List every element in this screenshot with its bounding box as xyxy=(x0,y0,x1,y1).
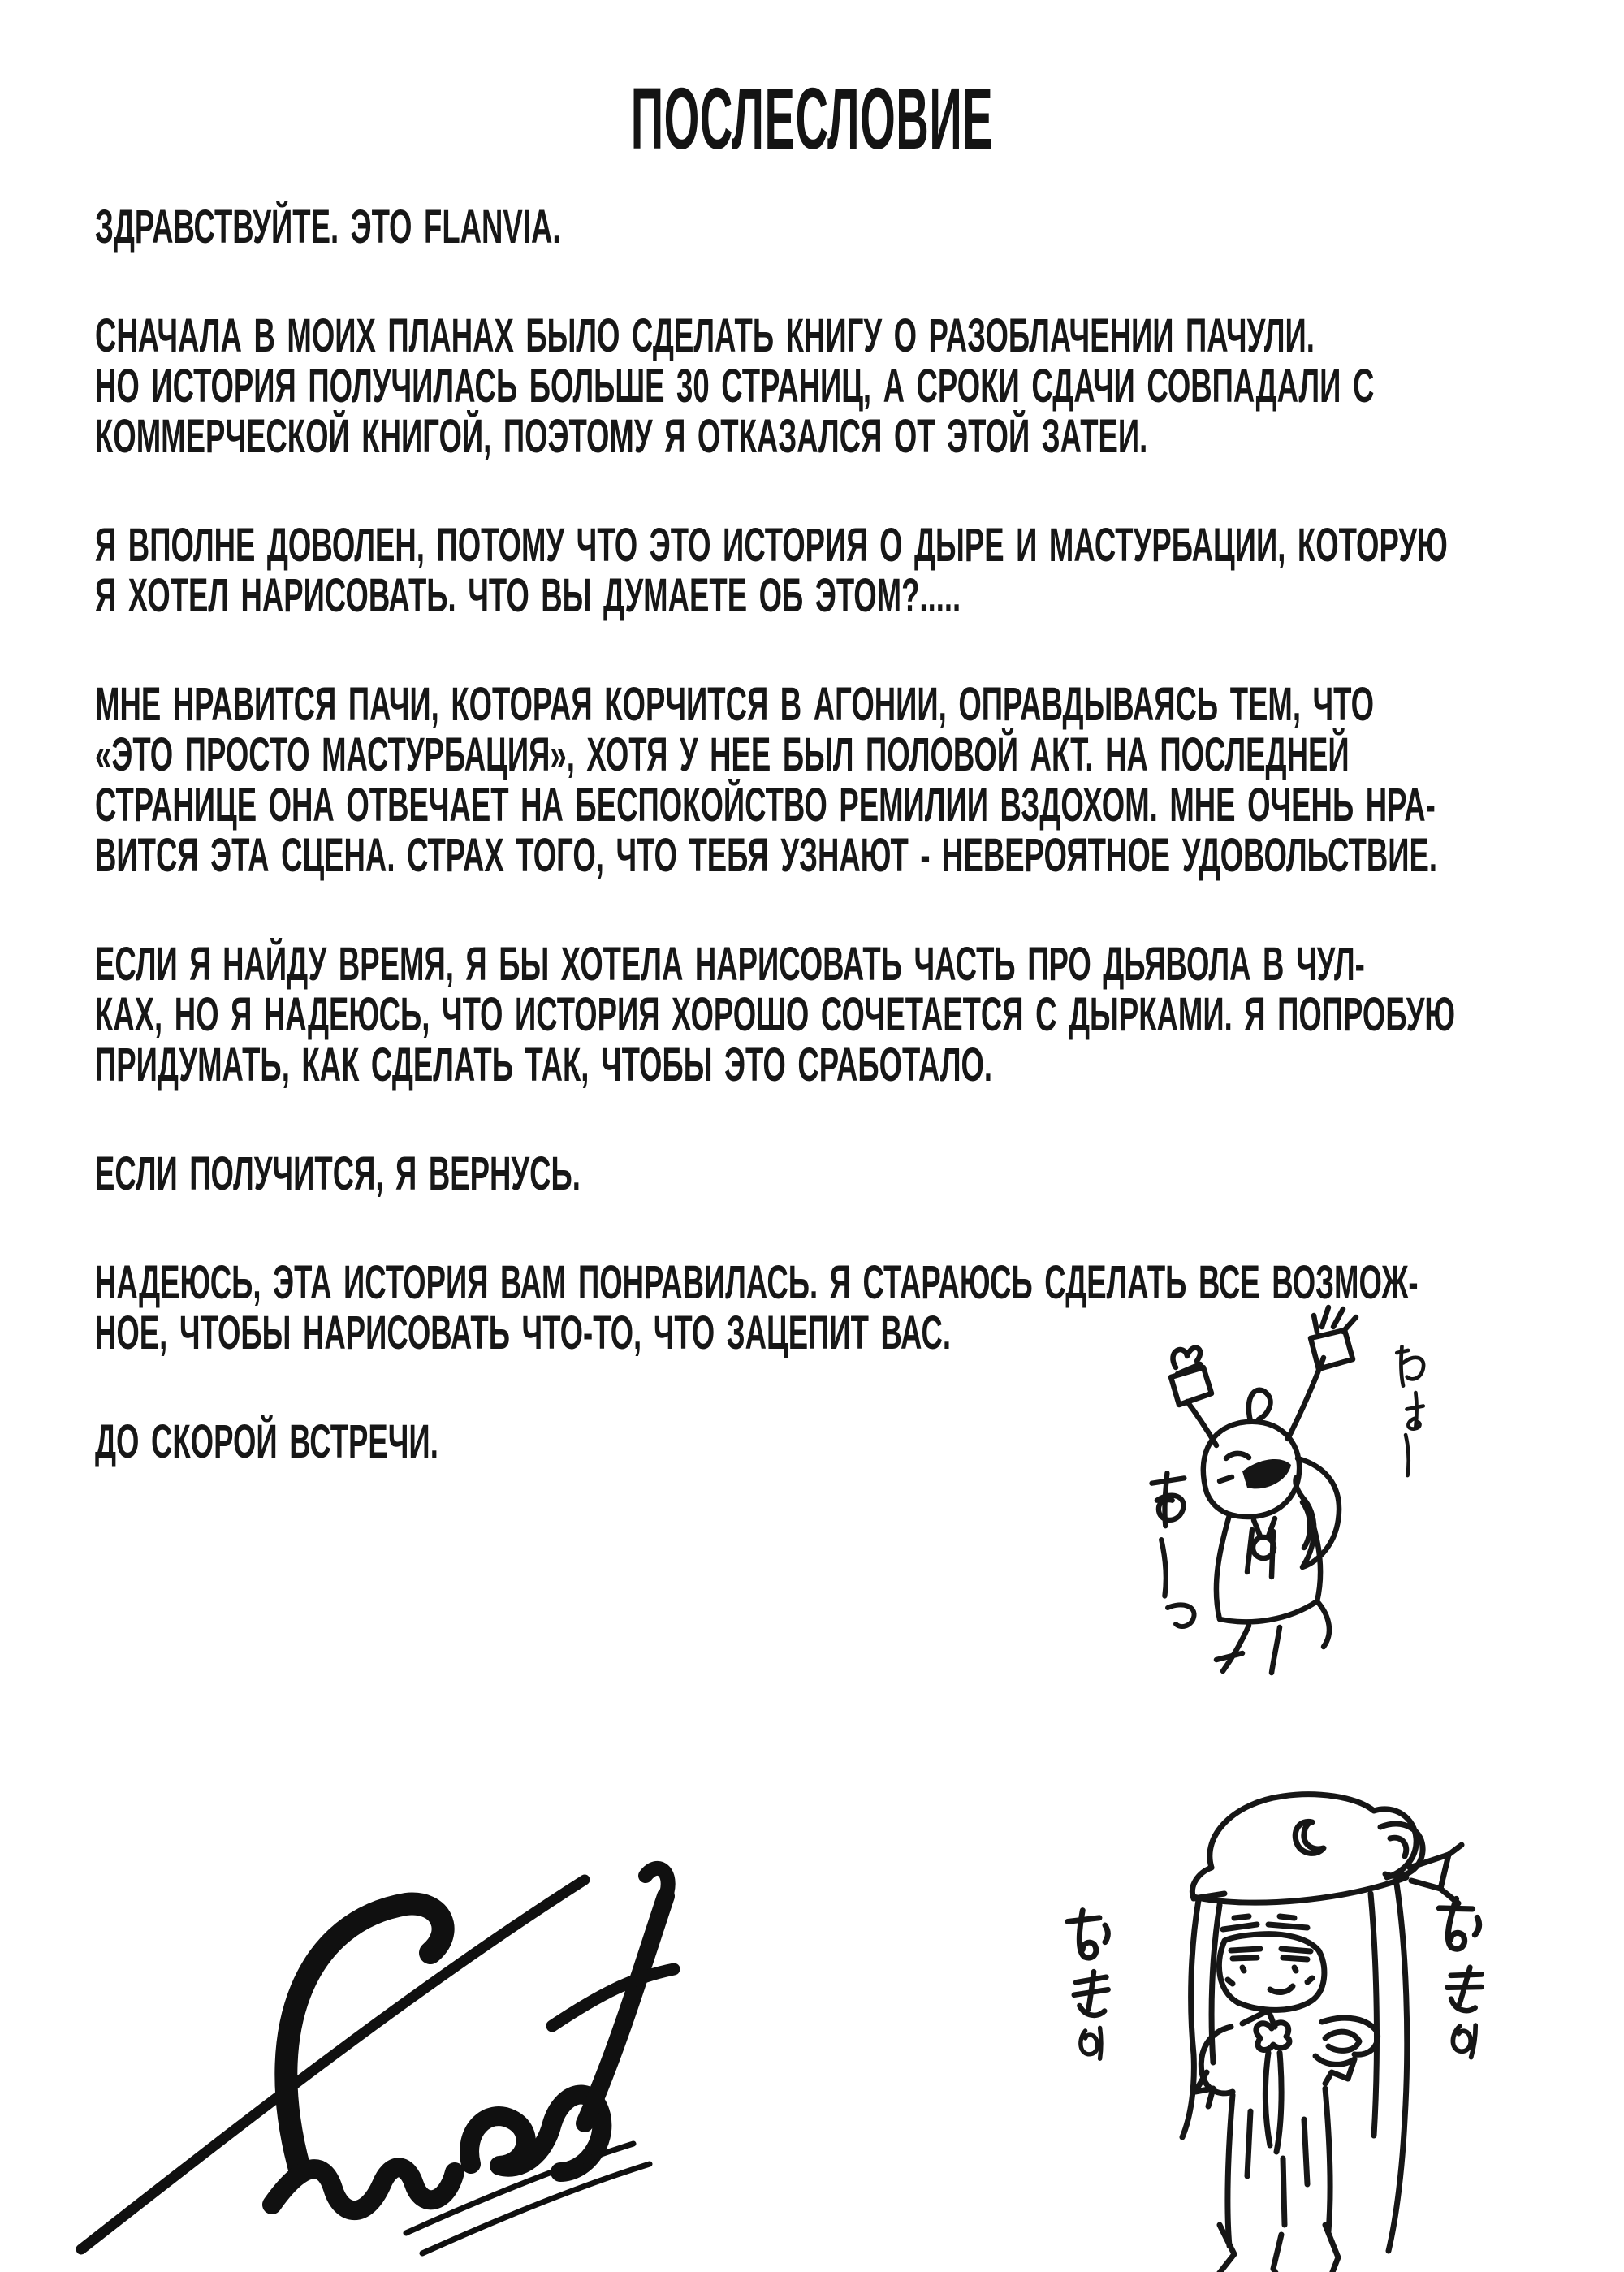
paragraph xyxy=(95,939,1624,1091)
text-line: НОЕ, ЧТОБЫ НАРИСОВАТЬ ЧТО-ТО, ЧТО ЗАЦЕПИТ ВАС. xyxy=(95,1307,952,1359)
text-line: ЗДРАВСТВУЙТЕ. ЭТО FLANVIA. xyxy=(95,201,561,253)
text-line: Я ХОТЕЛ НАРИСОВАТЬ. ЧТО ВЫ ДУМАЕТЕ ОБ ЭТОМ?..... xyxy=(95,569,961,622)
paragraph xyxy=(95,520,1624,621)
text-line: НАДЕЮСЬ, ЭТА ИСТОРИЯ ВАМ ПОНРАВИЛАСЬ. Я СТАРАЮСЬ СДЕЛАТЬ ВСЕ ВОЗМОЖ- xyxy=(95,1256,1419,1309)
text-line: «ЭТО ПРОСТО МАСТУРБАЦИЯ», ХОТЯ У НЕЕ БЫЛ ПОЛОВОЙ АКТ. НА ПОСЛЕДНЕЙ xyxy=(95,728,1350,781)
text-line: КАХ, НО Я НАДЕЮСЬ, ЧТО ИСТОРИЯ ХОРОШО СОЧЕТАЕТСЯ С ДЫРКАМИ. Я ПОПРОБУЮ xyxy=(95,988,1456,1041)
paragraph xyxy=(95,680,1624,881)
kana-annotation-right xyxy=(1397,1346,1423,1475)
paragraph xyxy=(95,1149,866,1199)
text-line: КОММЕРЧЕСКОЙ КНИГОЙ, ПОЭТОМУ Я ОТКАЗАЛСЯ ОТ ЭТОЙ ЗАТЕИ. xyxy=(95,410,1148,463)
text-line: Я ВПОЛНЕ ДОВОЛЕН, ПОТОМУ ЧТО ЭТО ИСТОРИЯ О ДЫРЕ И МАСТУРБАЦИИ, КОТОРУЮ xyxy=(95,519,1448,572)
text-line: ЕСЛИ ПОЛУЧИТСЯ, Я ВЕРНУСЬ. xyxy=(95,1147,581,1200)
text-line: ПРИДУМАТЬ, КАК СДЕЛАТЬ ТАК, ЧТОБЫ ЭТО СРАБОТАЛО. xyxy=(95,1039,993,1091)
kana-annotation-left xyxy=(1152,1473,1194,1626)
text-line: МНЕ НРАВИТСЯ ПАЧИ, КОТОРАЯ КОРЧИТСЯ В АГОНИИ, ОПРАВДЫВАЯСЬ ТЕМ, ЧТО xyxy=(95,678,1375,731)
text-line: ЕСЛИ Я НАЙДУ ВРЕМЯ, Я БЫ ХОТЕЛА НАРИСОВАТЬ ЧАСТЬ ПРО ДЬЯВОЛА В ЧУЛ- xyxy=(95,938,1365,991)
patchouli-character-sketch xyxy=(1039,1770,1494,2272)
text-line: СНАЧАЛА В МОИХ ПЛАНАХ БЫЛО СДЕЛАТЬ КНИГУ О РАЗОБЛАЧЕНИИ ПАЧУЛИ. xyxy=(95,309,1315,362)
kana-annotation-left xyxy=(1068,1911,1108,2059)
kana-annotation-right xyxy=(1434,1897,1484,2058)
artist-signature-sketch xyxy=(65,1782,682,2272)
page-title: ПОСЛЕСЛОВИЕ xyxy=(630,69,994,167)
paragraph xyxy=(95,311,1624,462)
text-line: НО ИСТОРИЯ ПОЛУЧИЛАСЬ БОЛЬШЕ 30 СТРАНИЦ, А СРОКИ СДАЧИ СОВПАДАЛИ С xyxy=(95,360,1375,413)
text-line: СТРАНИЦЕ ОНА ОТВЕЧАЕТ НА БЕСПОКОЙСТВО РЕМИЛИИ ВЗДОХОМ. МНЕ ОЧЕНЬ НРА- xyxy=(95,779,1436,831)
cheering-character-sketch xyxy=(1129,1299,1437,1681)
text-line: ДО СКОРОЙ ВСТРЕЧИ. xyxy=(95,1415,438,1468)
paragraph xyxy=(95,202,834,253)
text-line: ВИТСЯ ЭТА СЦЕНА. СТРАХ ТОГО, ЧТО ТЕБЯ УЗНАЮТ - НЕВЕРОЯТНОЕ УДОВОЛЬСТВИЕ. xyxy=(95,829,1438,882)
paragraph xyxy=(95,1417,640,1467)
